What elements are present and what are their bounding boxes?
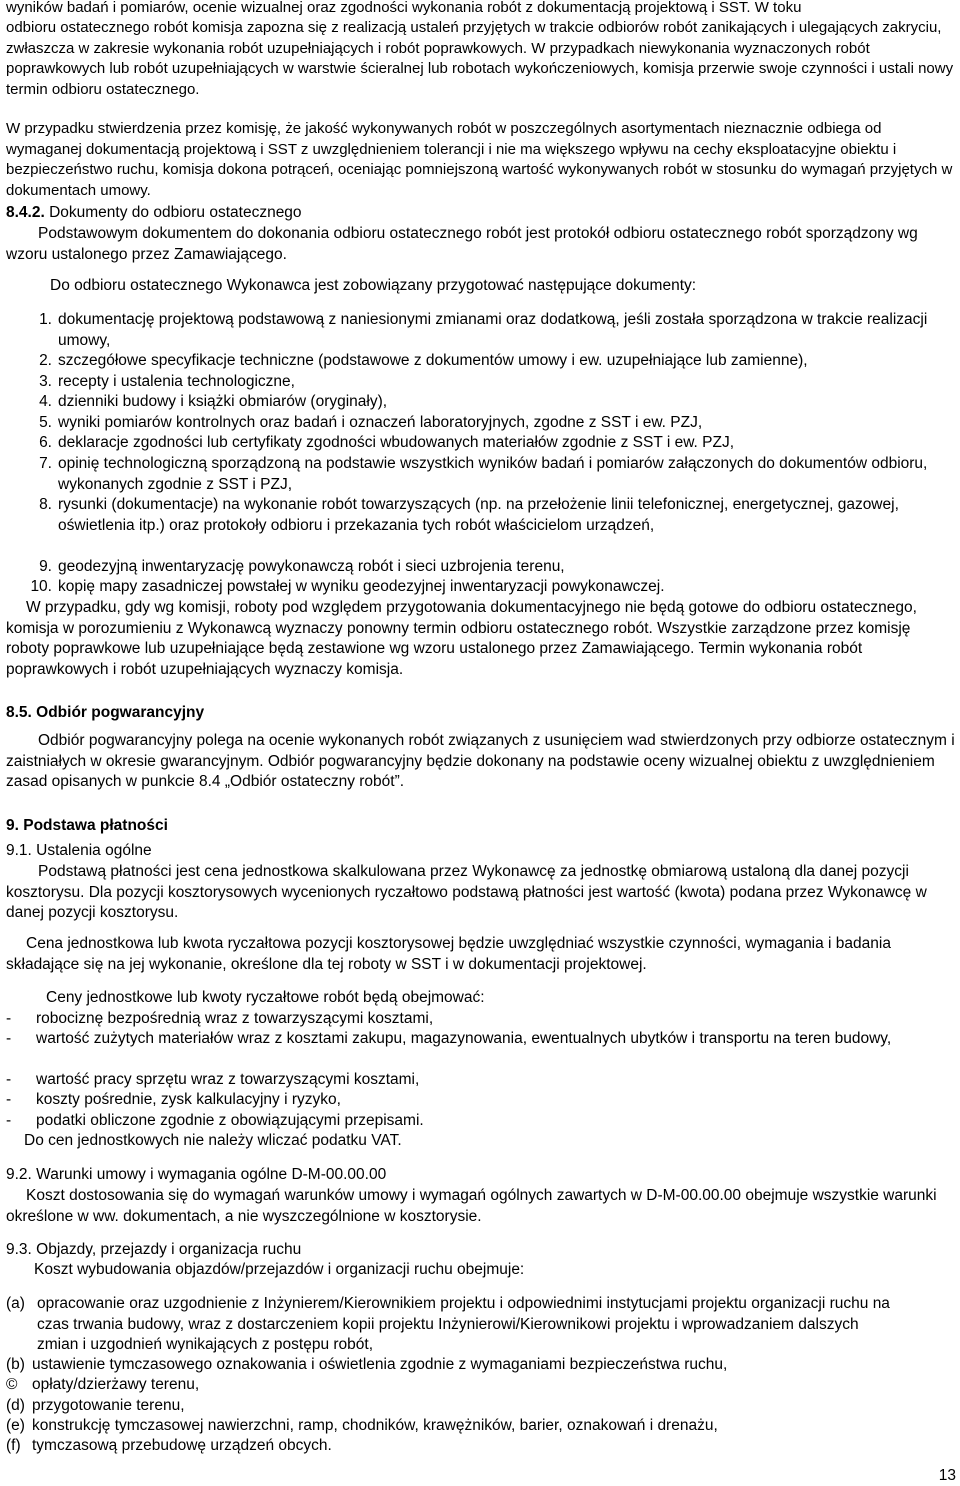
section-842-heading xyxy=(6,203,956,224)
list-item-text: geodezyjną inwentaryzację powykonawczą robót i sieci uzbrojenia terenu, xyxy=(58,558,565,575)
dash-marker: - xyxy=(6,1071,12,1088)
list-item-text: konstrukcję tymczasowej nawierzchni, ramp, chodników, krawężników, barier, oznakowań i drenażu, xyxy=(32,1417,718,1434)
list-item-number: 3. xyxy=(39,373,52,390)
list-item-text: opłaty/dzierżawy terenu, xyxy=(32,1376,200,1393)
list-item-text: dzienniki budowy i książki obmiarów (oryginały), xyxy=(58,393,388,410)
dash-marker: - xyxy=(6,1091,12,1108)
section-92-heading: 9.2. Warunki umowy i wymagania ogólne D-M-00.00.00 xyxy=(6,1166,387,1183)
section-842-title: Dokumenty do odbioru ostatecznego xyxy=(44,204,302,221)
list-item-text: kopię mapy zasadniczej powstałej w wyniku geodezyjnej inwentaryzacji powykonawczej. xyxy=(58,578,665,595)
list-item-text: recepty i ustalenia technologiczne, xyxy=(58,373,295,390)
list-item-text: wartość pracy sprzętu wraz z towarzyszącymi kosztami, xyxy=(36,1071,420,1088)
list-item-number: 7. xyxy=(39,455,52,472)
section-93-lead: Koszt wybudowania objazdów/przejazdów i organizacji ruchu obejmuje: xyxy=(34,1261,525,1278)
section-85-heading: 8.5. Odbiór pogwarancyjny xyxy=(6,704,205,721)
list-item-text: deklaracje zgodności lub certyfikaty zgodności wbudowanych materiałów zgodnie z SST i ew. PZJ, xyxy=(58,434,735,451)
list-item-text: szczegółowe specyfikacje techniczne (podstawowe z dokumentów umowy i ew. uzupełniające lub zamienne), xyxy=(58,352,808,369)
section-85-paragraph: Odbiór pogwarancyjny polega na ocenie wykonanych robót związanych z usunięciem wad stwierdzonych przy odbiorze ostatecznym i zaistniałych w okresie gwarancyjnym. Odbiór pogwarancyjny będzie dokonany na podstawie oceny wizualnej obiektu z uwzględnieniem zasad opisanych w punkcie 8.4 „Odbiór ostateczny robót”. xyxy=(6,732,955,790)
list-item-text: tymczasową przebudowę urządzeń obcych. xyxy=(32,1437,332,1454)
intro-paragraph-1: odbioru ostatecznego robót komisja zapozna się z realizacją ustaleń przyjętych w trakcie odbiorów robót zanikających i ulegających zakryciu, zwłaszcza w zakresie wykonania robót uzupełniających i robót poprawkowych. W przypadkach niewykonania wyznaczonych robót poprawkowych lub robót uzupełniających w warstwie ścieralnej lub robotach wykończeniowych, komisja przerwie swoje czynności i ustali nowy termin odbioru ostatecznego. xyxy=(6,19,954,98)
list-item-text: rysunki (dokumentacje) na wykonanie robót towarzyszących (np. na przełożenie linii telefonicznej, energetycznej, gazowej, oświetlenia itp.) oraz protokoły odbioru i przekazania tych robót właścicielom urządzeń, xyxy=(58,496,899,534)
list-item-marker: © xyxy=(6,1376,18,1393)
section-91-heading: 9.1. Ustalenia ogólne xyxy=(6,842,152,859)
intro-paragraph-2: W przypadku stwierdzenia przez komisję, że jakość wykonywanych robót w poszczególnych asortymentach nieznacznie odbiega od wymaganej dokumentacją projektową i SST z uwzględnieniem tolerancji i nie ma większego wpływu na cechy eksploatacyjne obiektu i bezpieczeństwo ruchu, komisja dokona potrąceń, oceniając pomniejszoną wartość wykonywanych robót w stosunku do wymagań przyjętych w dokumentach umowy. xyxy=(6,120,953,199)
section-842-lead: Do odbioru ostatecznego Wykonawca jest zobowiązany przygotować następujące dokumenty: xyxy=(50,277,697,294)
list-item-number: 1. xyxy=(39,311,52,328)
list-item-text: opracowanie oraz uzgodnienie z Inżynierem/Kierownikiem projektu i odpowiednimi instytucjami projektu organizacji ruchu na czas trwania budowy, wraz z dostarczeniem kopii projektu Inżynierowi/Kierownikowi projektu i wprowadzaniem dalszych zmian i uzgodnień wynikających z postępu robót, xyxy=(37,1295,890,1353)
list-item-marker: (f) xyxy=(6,1437,21,1454)
intro-line: wyników badań i pomiarów, ocenie wizualnej oraz zgodności wykonania robót z dokumentacją projektową i SST. W toku xyxy=(6,0,802,16)
list-item-marker: (d) xyxy=(6,1397,25,1414)
list-item-marker: (e) xyxy=(6,1417,25,1434)
list-item-text: dokumentację projektową podstawową z naniesionymi zmianami oraz dodatkową, jeśli została sporządzona w trakcie realizacji umowy, xyxy=(58,311,928,349)
list-item-number: 4. xyxy=(39,393,52,410)
section-9-heading: 9. Podstawa płatności xyxy=(6,817,168,834)
section-842-paragraph: Podstawowym dokumentem do dokonania odbioru ostatecznego robót jest protokół odbioru ostatecznego robót sporządzony wg wzoru ustalonego przez Zamawiającego. xyxy=(6,225,918,263)
list-item-text: opinię technologiczną sporządzoną na podstawie wszystkich wyników badań i pomiarów załączonych do dokumentów odbioru, wykonanych zgodnie z SST i PZJ, xyxy=(58,455,928,493)
list-item-text: koszty pośrednie, zysk kalkulacyjny i ryzyko, xyxy=(36,1091,341,1108)
list-item-number: 2. xyxy=(39,352,52,369)
section-91-paragraph-2: Cena jednostkowa lub kwota ryczałtowa pozycji kosztorysowej będzie uwzględniać wszystkie czynności, wymagania i badania składające się na jej wykonanie, określone dla tej roboty w SST i w dokumentacji projektowej. xyxy=(6,935,891,973)
section-92-paragraph: Koszt dostosowania się do wymagań warunków umowy i wymagań ogólnych zawartych w D-M-00.00.00 obejmuje wszystkie warunki określone w ww. dokumentach, a nie wyszczególnione w kosztorysie. xyxy=(6,1187,937,1225)
list-item-text: wyniki pomiarów kontrolnych oraz badań i oznaczeń laboratoryjnych, zgodne z SST i ew. PZJ, xyxy=(58,414,703,431)
list-item-text: robociznę bezpośrednią wraz z towarzyszącymi kosztami, xyxy=(36,1010,434,1027)
list-item-marker: (a) xyxy=(6,1295,25,1312)
vat-note: Do cen jednostkowych nie należy wliczać podatku VAT. xyxy=(24,1132,402,1149)
dash-marker: - xyxy=(6,1030,12,1047)
list-item-marker: (b) xyxy=(6,1356,25,1373)
page-number: 13 xyxy=(938,1467,956,1484)
section-842-number: 8.4.2. xyxy=(6,204,45,221)
section-842-closing: W przypadku, gdy wg komisji, roboty pod względem przygotowania dokumentacyjnego nie będą gotowe do odbioru ostatecznego, komisja w porozumieniu z Wykonawcą wyznaczy ponowny termin odbioru ostatecznego robót. Wszystkie zarządzone przez komisję roboty poprawkowe lub uzupełniające będą zestawione wg wzoru ustalonego przez Zamawiającego. Termin wykonania robót poprawkowych i robót uzupełniających wyznaczy komisja. xyxy=(6,599,917,678)
list-item-number: 10. xyxy=(30,578,52,595)
dash-marker: - xyxy=(6,1010,12,1027)
list-item-number: 8. xyxy=(39,496,52,513)
list-item-number: 9. xyxy=(39,558,52,575)
list-item-text: wartość zużytych materiałów wraz z kosztami zakupu, magazynowania, ewentualnych ubytków i transportu na teren budowy, xyxy=(36,1030,892,1047)
dash-marker: - xyxy=(6,1112,12,1129)
section-91-paragraph-1: Podstawą płatności jest cena jednostkowa skalkulowana przez Wykonawcę za jednostkę obmiarową ustaloną dla danej pozycji kosztorysu. Dla pozycji kosztorysowych wycenionych ryczałtowo podstawą płatności jest wartość (kwota) podana przez Wykonawcę w danej pozycji kosztorysu. xyxy=(6,863,927,921)
section-91-lead: Ceny jednostkowe lub kwoty ryczałtowe robót będą obejmować: xyxy=(46,989,485,1006)
list-item-text: ustawienie tymczasowego oznakowania i oświetlenia zgodnie z wymaganiami bezpieczeństwa ruchu, xyxy=(32,1356,728,1373)
list-item-number: 6. xyxy=(39,434,52,451)
section-93-heading: 9.3. Objazdy, przejazdy i organizacja ruchu xyxy=(6,1241,302,1258)
list-item-number: 5. xyxy=(39,414,52,431)
list-item-text: przygotowanie terenu, xyxy=(32,1397,185,1414)
list-item-text: podatki obliczone zgodnie z obowiązującymi przepisami. xyxy=(36,1112,424,1129)
